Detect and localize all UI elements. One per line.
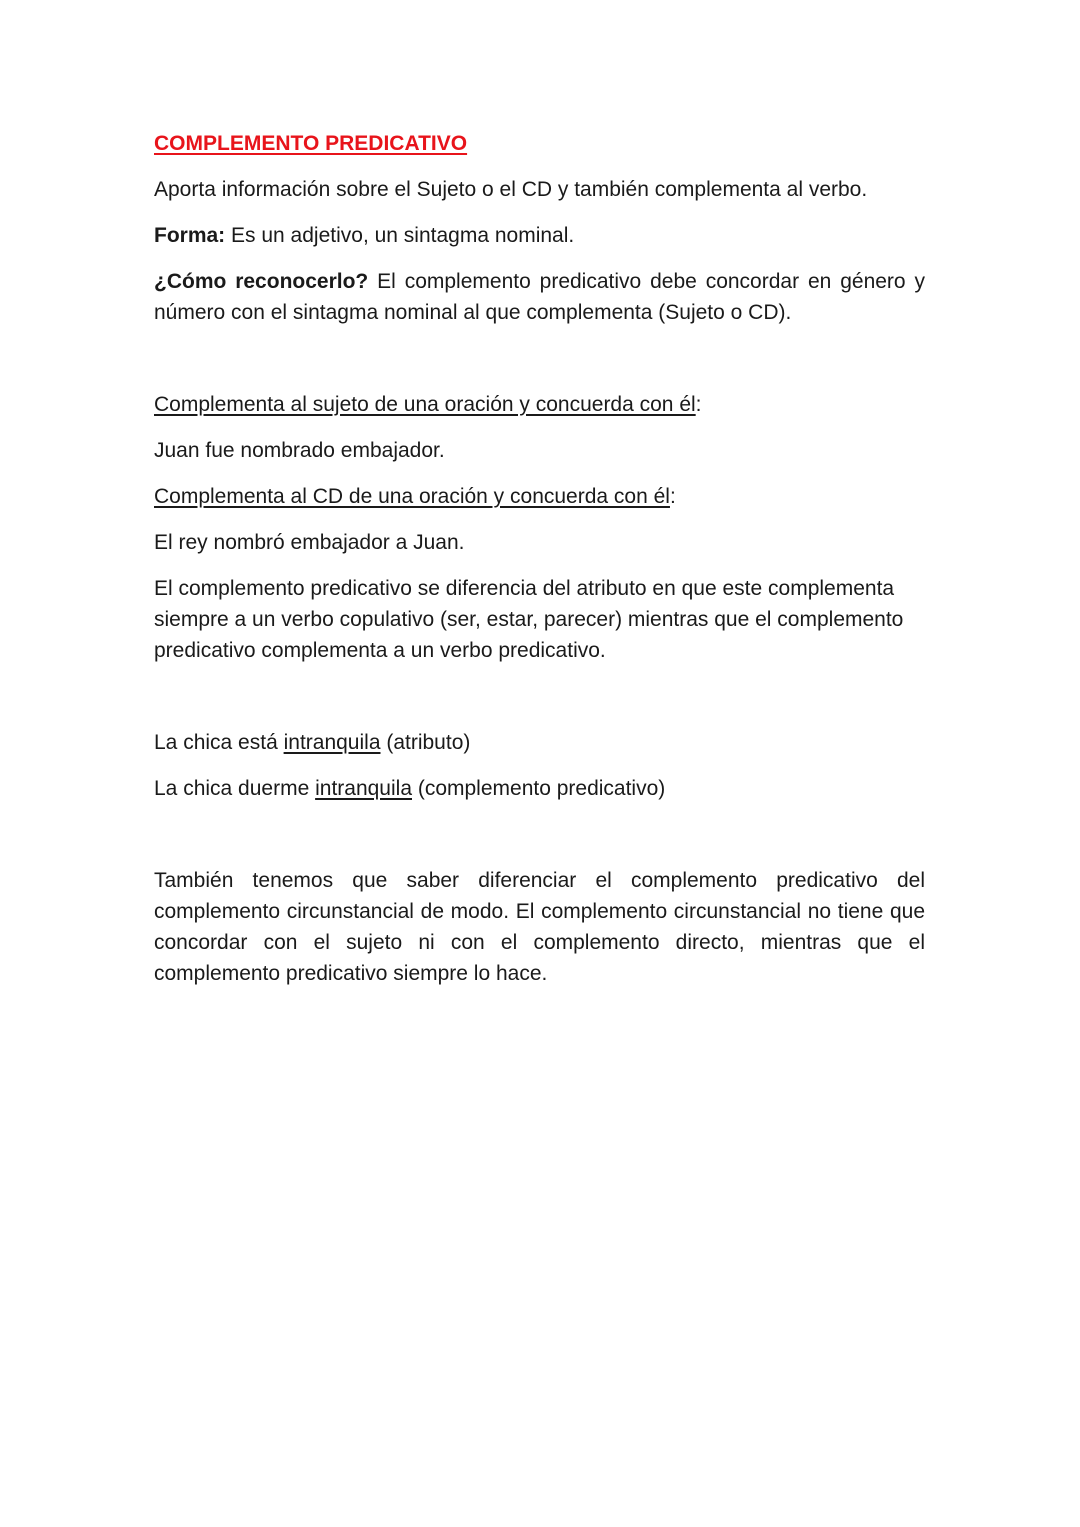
diferencia-atributo-paragraph: El complemento predicativo se diferencia del atributo en que este complementa siempre a un verbo copulativo (ser, estar, parecer) mientras que el complemento predicativo complementa a un verbo predicativo. <box>154 577 904 662</box>
cd-heading-text: Complementa al CD de una oración y concuerda con él <box>154 485 670 508</box>
sujeto-example: Juan fue nombrado embajador. <box>154 439 445 462</box>
forma-text: Es un adjetivo, un sintagma nominal. <box>225 224 575 247</box>
reconocer-text: El complemento predicativo debe concordar en género y número con el sintagma nominal al que complementa (Sujeto o CD). <box>154 270 925 324</box>
example-predicativo-prefix: La chica duerme <box>154 777 316 800</box>
example-atributo-suffix: (atributo) <box>380 731 471 754</box>
sujeto-heading-colon: : <box>695 393 702 416</box>
example-atributo-word: intranquila <box>283 731 381 754</box>
cd-example: El rey nombró embajador a Juan. <box>154 531 465 554</box>
example-predicativo-suffix: (complemento predicativo) <box>412 777 666 800</box>
document-body <box>154 128 925 1004</box>
forma-paragraph <box>154 220 925 251</box>
page-title: COMPLEMENTO PREDICATIVO <box>154 132 468 155</box>
diferencia-cc-paragraph: También tenemos que saber diferenciar el complemento predicativo del complemento circunstancial de modo. El complemento circunstancial no tiene que concordar con el sujeto ni con el complemento directo, mientras que el complemento predicativo siempre lo hace. <box>154 869 925 985</box>
example-atributo-prefix: La chica está <box>154 731 284 754</box>
cd-heading <box>154 481 925 512</box>
sujeto-heading-text: Complementa al sujeto de una oración y concuerda con él <box>154 393 696 416</box>
forma-label: Forma: <box>154 224 226 247</box>
example-predicativo <box>154 773 925 804</box>
reconocer-paragraph <box>154 266 925 328</box>
example-predicativo-word: intranquila <box>315 777 412 800</box>
reconocer-label: ¿Cómo reconocerlo? <box>154 270 369 293</box>
sujeto-heading <box>154 389 925 420</box>
intro-paragraph: Aporta información sobre el Sujeto o el CD y también complementa al verbo. <box>154 178 868 201</box>
example-atributo <box>154 727 925 758</box>
cd-heading-colon: : <box>669 485 676 508</box>
